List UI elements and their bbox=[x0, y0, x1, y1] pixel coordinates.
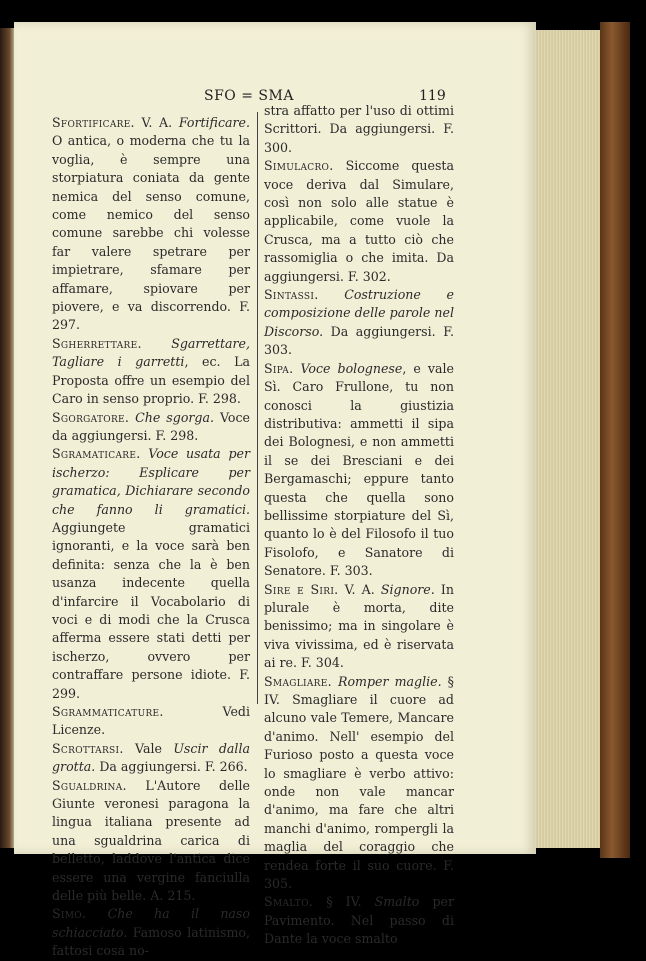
entry-text: Da aggiungersi. F. 303. bbox=[264, 323, 454, 358]
entry-definition: Smalto bbox=[374, 894, 420, 910]
dictionary-entry bbox=[264, 102, 454, 157]
entry-headword: Sfortificare. bbox=[52, 115, 135, 130]
dictionary-entry bbox=[264, 286, 454, 360]
page-edges bbox=[535, 30, 605, 848]
entry-definition: Signore. bbox=[380, 581, 435, 597]
entry-text: Famoso latinismo, fattosi cosa no- bbox=[52, 924, 250, 959]
dictionary-entry bbox=[52, 409, 250, 446]
entry-definition: Costruzione e composizione delle parole nel Discorso. bbox=[264, 287, 454, 339]
entry-text bbox=[127, 778, 146, 793]
dictionary-entry bbox=[52, 777, 250, 906]
entry-text bbox=[319, 287, 345, 302]
entry-text: L'Autore delle Giunte veronesi paragona la lingua italiana presente ad una sgualdrina carica di belletto, laddove l'antica dice essere una vergine fanciulla delle più belle. A. 215. bbox=[52, 777, 250, 904]
entry-headword: Smagliare. bbox=[264, 673, 332, 689]
entry-headword: Scrottarsi. bbox=[52, 740, 124, 756]
entry-text bbox=[142, 336, 171, 351]
entry-text: Aggiungete gramatici ignoranti, e la voce sarà ben definita: senza che la è ben usanza indecente quella d'infarcire il Vocabolario di voci e di modi che la Crusca afferma essere stati detti per ischerzo, ovvero per contraffare persone idiote. F. 299. bbox=[52, 519, 250, 701]
entry-headword: Sgorgatore. bbox=[52, 409, 130, 425]
dictionary-entry bbox=[52, 703, 250, 740]
entry-text bbox=[86, 906, 107, 921]
entry-text: Siccome questa voce deriva dal Simulare, così non solo alle statue è applicabile, come vuole la Crusca, ma a tutto ciò che rassomiglia o che imita. Da aggiungersi. F. 302. bbox=[264, 158, 454, 284]
entry-text: , ec. La Proposta offre un esempio del Caro in senso proprio. F. 298. bbox=[52, 354, 251, 407]
entry-text: , e vale Sì. Caro Frullone, tu non conosci la giustizia distributiva: ammetti il sipa dei Bolognesi, e non ammetti il se dei Bresciani e dei Bergamaschi; eppure tanto questa che quella sono bellissime storpiature del Sì, quanto lo è del Filosofo il tuo Fisolofo, e Sanatore di Senatore. F. 303. bbox=[264, 360, 454, 579]
entry-definition: Uscir dalla grotta. bbox=[52, 740, 250, 775]
right-column bbox=[264, 102, 454, 949]
page-number: 119 bbox=[419, 88, 446, 104]
header-title: SFO = SMA bbox=[204, 88, 294, 104]
entry-headword: Smalto. bbox=[264, 894, 314, 910]
entry-text: per Pavimento. Nel passo di Dante la voce smalto bbox=[264, 894, 454, 947]
book-cover bbox=[600, 22, 630, 858]
entry-definition: Voce bolognese bbox=[300, 360, 403, 376]
entry-headword: Simulacro. bbox=[264, 158, 334, 174]
dictionary-entry bbox=[264, 581, 454, 673]
dictionary-entry bbox=[52, 740, 250, 777]
entry-text bbox=[334, 158, 346, 173]
dictionary-entry bbox=[264, 673, 454, 894]
entry-definition: Che sgorga. bbox=[135, 409, 215, 425]
column-rule bbox=[257, 112, 258, 704]
dictionary-entry bbox=[52, 114, 250, 335]
entry-headword: Sire e Siri. bbox=[264, 581, 339, 597]
left-column bbox=[52, 114, 250, 961]
entry-text: Voce da aggiungersi. F. 298. bbox=[52, 409, 250, 443]
entry-text: Da aggiungersi. F. 266. bbox=[95, 759, 248, 775]
entry-definition: Romper maglie. bbox=[337, 673, 442, 689]
entry-headword: Sintassi. bbox=[264, 287, 319, 303]
entry-text: V. A. bbox=[134, 115, 179, 130]
entry-definition: Fortificare. bbox=[178, 115, 250, 130]
entry-text: Vale bbox=[123, 740, 174, 756]
entry-definition: Che ha il naso schiacciato. bbox=[52, 906, 250, 940]
dictionary-entry bbox=[264, 360, 454, 581]
entry-text: V. A. bbox=[338, 581, 381, 597]
entry-text: O antica, o moderna che tu la voglia, è sempre una storpiatura coniata da gente nemica del senso comune, come nemico del senso comune sarebbe chi volesse far valere spetrare per impietrare, sfamare per affamare, spiovare per piovere, e va discorrendo. F. 297. bbox=[52, 133, 250, 333]
entry-headword: Sgualdrina. bbox=[52, 777, 127, 793]
entry-headword: Sipa. bbox=[264, 360, 294, 376]
entry-definition: Sgarrettare, Tagliare i garretti bbox=[52, 335, 250, 370]
entry-text: Vedi bbox=[163, 704, 250, 719]
entry-headword: Simo. bbox=[52, 906, 87, 922]
entry-text: § IV. Smagliare il cuore ad alcuno vale Temere, Mancare d'animo. Nell' esempio del Furioso posto a questa voce lo smagliare è verbo attivo: onde non vale mancar d'animo, ma fare che altri manchi d'animo, rompergli la maglia del coraggio che rendea forte il suo cuore. F. 305. bbox=[264, 673, 454, 892]
dictionary-entry bbox=[52, 905, 250, 960]
entry-text: Licenze. bbox=[52, 722, 106, 738]
dictionary-entry bbox=[52, 335, 250, 409]
entry-text: In plurale è morta, dite benissimo; ma in singolare è viva vivissima, ed è riservata ai re. F. 304. bbox=[264, 581, 454, 671]
dictionary-entry bbox=[264, 157, 454, 286]
entry-definition: Voce usata per ischerzo: Esplicare per gramatica, Dichiarare secondo che fanno li gramatici. bbox=[52, 446, 250, 517]
entry-text: § IV. bbox=[313, 894, 375, 910]
entry-headword: Sgramaticare. bbox=[52, 446, 141, 462]
dictionary-entry bbox=[264, 893, 454, 948]
entry-headword: Sgrammaticature. bbox=[52, 704, 164, 719]
entry-headword: Sgherrettare. bbox=[52, 335, 142, 351]
dictionary-entry bbox=[52, 445, 250, 703]
entry-text: stra affatto per l'uso di ottimi Scrittori. Da aggiungersi. F. 300. bbox=[264, 103, 454, 155]
